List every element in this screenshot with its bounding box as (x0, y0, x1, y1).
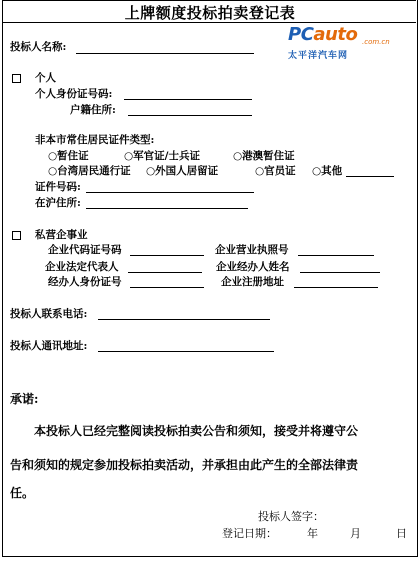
date-month: 月 (350, 527, 361, 540)
nonlocal-cert-heading: 非本市常住居民证件类型: (35, 134, 155, 146)
sh-address-label: 在沪住所: (35, 197, 81, 209)
pledge-heading: 承诺: (10, 392, 39, 406)
option-other[interactable]: ○其他 (312, 165, 343, 177)
date-day: 日 (396, 527, 407, 540)
logo-chinese-name: 太平洋汽车网 (288, 51, 349, 61)
option-hkmacao-residence[interactable]: ○港澳暂住证 (233, 150, 295, 162)
agent-name-field[interactable] (300, 272, 380, 273)
agent-name-label: 企业经办人姓名 (216, 261, 290, 273)
domicile-label: 户籍住所: (70, 104, 116, 116)
individual-checkbox[interactable] (12, 74, 21, 83)
option-military-id[interactable]: ○军官证/士兵证 (124, 150, 200, 162)
reg-address-field[interactable] (294, 287, 378, 288)
option-temp-residence[interactable]: ○暂住证 (48, 150, 89, 162)
pledge-line-1: 本投标人已经完整阅读投标拍卖公告和须知，接受并将遵守公 (34, 424, 359, 438)
other-field[interactable] (346, 176, 394, 177)
logo-domain: .com.cn (362, 38, 390, 46)
cert-number-label: 证件号码: (35, 181, 81, 193)
bidder-name-field[interactable] (76, 53, 254, 54)
individual-heading: 个人 (35, 72, 56, 84)
legal-rep-field[interactable] (128, 272, 202, 273)
org-code-field[interactable] (130, 255, 204, 256)
pcauto-logo (288, 24, 408, 62)
agent-id-label: 经办人身份证号 (48, 276, 122, 288)
date-year: 年 (307, 527, 318, 540)
phone-label: 投标人联系电话: (10, 308, 88, 320)
org-code-label: 企业代码证号码 (48, 244, 122, 256)
pledge-line-2: 告和须知的规定参加投标拍卖活动，并承担由此产生的全部法律责 (10, 458, 359, 472)
date-label: 登记日期： (222, 527, 277, 540)
bidder-name-label: 投标人名称: (10, 41, 67, 53)
pledge-line-3: 任。 (10, 486, 35, 500)
cert-number-field[interactable] (86, 192, 254, 193)
license-label: 企业营业执照号 (215, 244, 289, 256)
id-number-label: 个人身份证号码: (35, 88, 113, 100)
domicile-field[interactable] (128, 115, 252, 116)
agent-id-field[interactable] (130, 287, 204, 288)
option-foreigner-residence[interactable]: ○外国人居留证 (146, 165, 219, 177)
reg-address-label: 企业注册地址 (221, 276, 284, 288)
address-field[interactable] (98, 351, 274, 352)
sh-address-field[interactable] (86, 208, 248, 209)
license-field[interactable] (298, 255, 374, 256)
form-title: 上牌额度投标拍卖登记表 (124, 4, 296, 22)
address-label: 投标人通讯地址: (10, 340, 88, 352)
id-number-field[interactable] (124, 99, 252, 100)
legal-rep-label: 企业法定代表人 (45, 261, 119, 273)
phone-field[interactable] (98, 319, 270, 320)
signature-label: 投标人签字： (258, 510, 324, 523)
option-official-id[interactable]: ○官员证 (255, 165, 296, 177)
option-taiwan-permit[interactable]: ○台湾居民通行证 (48, 165, 131, 177)
logo-wordmark: PCauto (288, 24, 358, 45)
private-enterprise-heading: 私营企事业 (35, 229, 88, 241)
private-enterprise-checkbox[interactable] (12, 231, 21, 240)
